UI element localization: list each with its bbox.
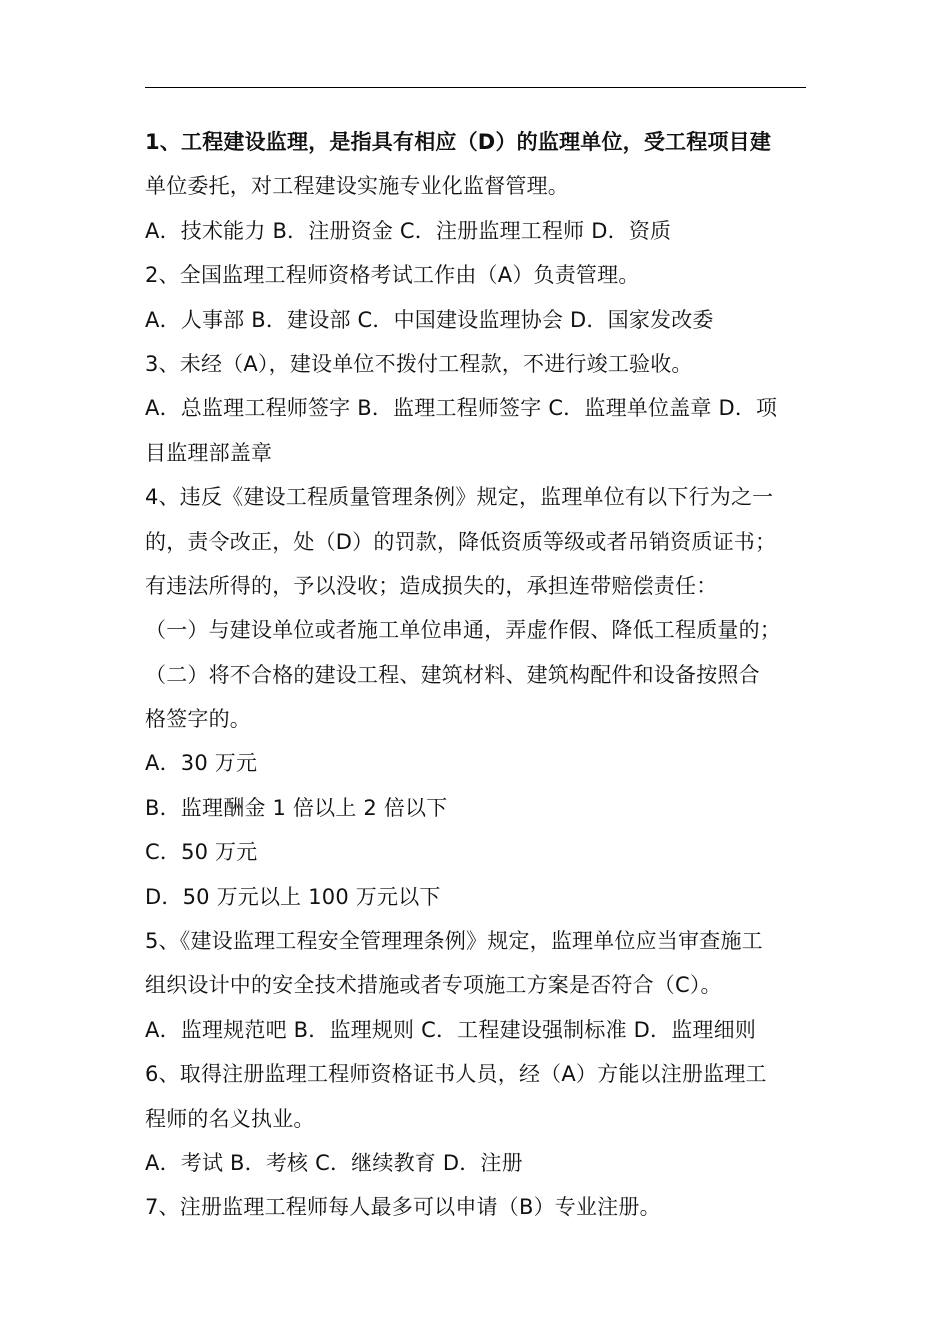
question-2: 2、全国监理工程师资格考试工作由（A）负责管理。 (145, 263, 640, 288)
question-4-option-a: A．30 万元 (145, 751, 258, 776)
question-4-option-b: B．监理酬金 1 倍以上 2 倍以下 (145, 795, 448, 820)
question-4-line-2: 的，责令改正，处（D）的罚款，降低资质等级或者吊销资质证书； (145, 529, 777, 554)
question-4-line-1: 4、违反《建设工程质量管理条例》规定，监理单位有以下行为之一 (145, 485, 774, 510)
question-5-line-2: 组织设计中的安全技术措施或者专项施工方案是否符合（C）。 (145, 973, 722, 998)
question-5-line-1: 5、《建设监理工程安全管理理条例》规定，监理单位应当审查施工 (145, 929, 763, 954)
question-3: 3、未经（A），建设单位不拨付工程款，不进行竣工验收。 (145, 351, 693, 376)
question-3-options-line-1: A．总监理工程师签字 B．监理工程师签字 C．监理单位盖章 D．项 (145, 396, 778, 421)
question-4-option-d: D．50 万元以上 100 万元以下 (145, 884, 441, 909)
question-4-item-2-line-2: 格签字的。 (145, 707, 251, 732)
question-2-options: A．人事部 B．建设部 C．中国建设监理协会 D．国家发改委 (145, 307, 714, 332)
question-6-line-1: 6、取得注册监理工程师资格证书人员，经（A）方能以注册监理工 (145, 1062, 767, 1087)
question-4-line-3: 有违法所得的，予以没收；造成损失的，承担连带赔偿责任： (145, 573, 718, 598)
question-7: 7、注册监理工程师每人最多可以申请（B）专业注册。 (145, 1195, 661, 1220)
question-1-options: A．技术能力 B．注册资金 C．注册监理工程师 D．资质 (145, 218, 672, 243)
header-rule (145, 87, 806, 88)
question-4-option-c: C．50 万元 (145, 840, 258, 865)
question-1-line-1: 1、工程建设监理，是指具有相应（D）的监理单位，受工程项目建 (145, 130, 772, 154)
question-5-options: A．监理规范吧 B．监理规则 C．工程建设强制标准 D．监理细则 (145, 1017, 757, 1042)
question-4-item-2-line-1: （二）将不合格的建设工程、建筑材料、建筑构配件和设备按照合 (145, 662, 760, 687)
document-body (145, 120, 810, 1230)
question-6-line-2: 程师的名义执业。 (145, 1106, 315, 1131)
question-4-item-1: （一）与建设单位或者施工单位串通，弄虚作假、降低工程质量的； (145, 618, 781, 643)
question-3-options-line-2: 目监理部盖章 (145, 440, 273, 465)
question-6-options: A．考试 B．考核 C．继续教育 D．注册 (145, 1150, 523, 1175)
question-1-line-2: 单位委托，对工程建设实施专业化监督管理。 (145, 174, 569, 199)
